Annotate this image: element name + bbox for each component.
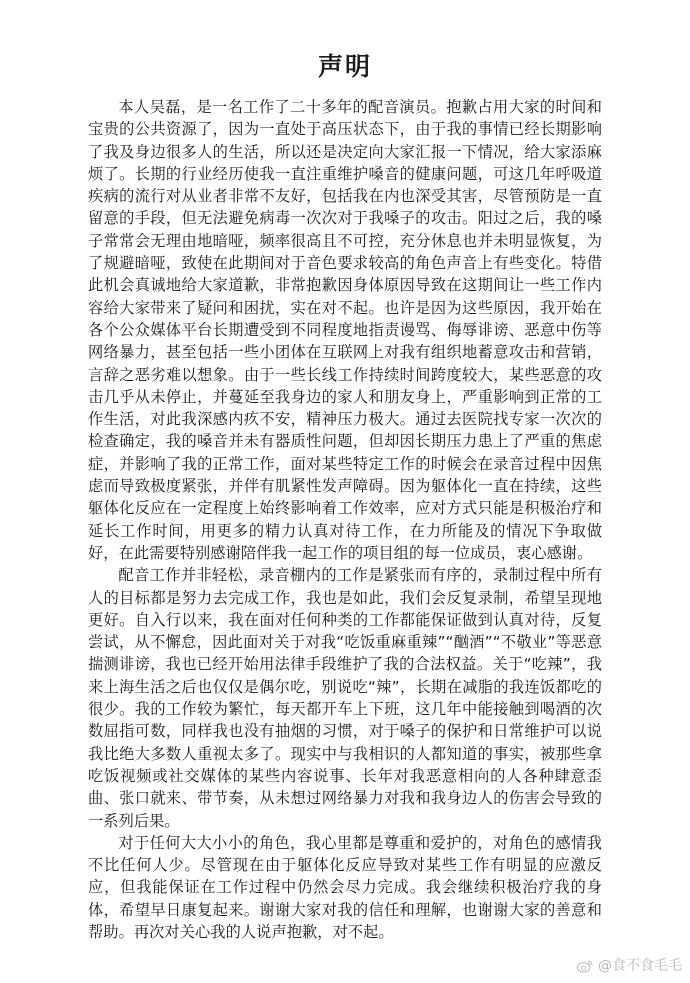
watermark bbox=[576, 957, 682, 975]
statement-body bbox=[88, 96, 602, 943]
paragraph-3: 对于任何大大小小的角色，我心里都是尊重和爱护的，对角色的感情我不比任何人少。尽管现在由于躯体化反应导致对某些工作有明显的应激反应，但我能保证在工作过程中仍然会尽力完成。我会继续积极治疗我的身体，希望早日康复起来。谢谢大家对我的信任和理解，也谢谢大家的善意和帮助。再次对关心我的人说声抱歉，对不起。 bbox=[88, 833, 602, 941]
page-title: 声明 bbox=[317, 52, 372, 81]
weibo-icon bbox=[576, 959, 594, 973]
watermark-text: @食不食毛毛 bbox=[598, 958, 682, 974]
paragraph-1: 本人吴磊，是一名工作了二十多年的配音演员。抱歉占用大家的时间和宝贵的公共资源了，因为一直处于高压状态下，由于我的事情已经长期影响了我及身边很多人的生活，所以还是决定向大家汇报一下情况，给大家添麻烦了。长期的行业经历使我一直注重维护嗓音的健康问题，可这几年呼吸道疾病的流行对从业者非常不友好，包括我在内也深受其害，尽管预防是一直留意的手段，但无法避免病毒一次次对于我嗓子的攻击。阳过之后，我的嗓子常常会无理由地暗哑，频率很高且不可控，充分休息也并未明显恢复，为了规避暗哑，致使在此期间对于音色要求较高的角色声音上有些变化。特借此机会真诚地给大家道歉，非常抱歉因身体原因导致在这期间让一些工作内容给大家带来了疑问和困扰，实在对不起。也许是因为这些原因，我开始在各个公众媒体平台长期遭受到不同程度地指责谩骂、侮辱诽谤、恶意中伤等网络暴力，甚至包括一些小团体在互联网上对我有组织地蓄意攻击和营销，言辞之恶劣难以想象。由于一些长线工作持续时间跨度较大，某些恶意的攻击几乎从未停止，并蔓延至我身边的家人和朋友身上，严重影响到正常的工作生活，对此我深感内疚不安，精神压力极大。通过去医院找专家一次次的检查确定，我的嗓音并未有器质性问题，但却因长期压力患上了严重的焦虑症，并影响了我的正常工作，面对某些特定工作的时候会在录音过程中因焦虑而导致极度紧张，并伴有肌紧性发声障碍。因为躯体化一直在持续，这些躯体化反应在一定程度上始终影响着工作效率，应对方式只能是积极治疗和延长工作时间，用更多的精力认真对待工作，在力所能及的情况下争取做好，在此需要特别感谢陪伴我一起工作的项目组的每一位成员，衷心感谢。 bbox=[88, 98, 602, 562]
paragraph-2: 配音工作并非轻松，录音棚内的工作是紧张而有序的，录制过程中所有人的目标都是努力去完成工作，我也是如此，我们会反复录制，希望呈现地更好。自入行以来，我在面对任何种类的工作都能保证做到认真对待，反复尝试，从不懈怠，因此面对关于对我“吃饭重麻重辣”“酗酒”“不敬业”等恶意揣测诽谤，我也已经开始用法律手段维护了我的合法权益。关于“吃辣”，我来上海生活之后也仅仅是偶尔吃，别说吃“辣”，长期在减脂的我连饭都吃的很少。我的工作较为繁忙，每天都开车上下班，这几年中能接触到喝酒的次数屈指可数，同样我也没有抽烟的习惯，对于嗓子的保护和日常维护可以说我比绝大多数人重视太多了。现实中与我相识的人都知道的事实，被那些拿吃饭视频或社交媒体的某些内容说事、长年对我恶意相向的人各种肆意歪曲、张口就来、带节奏，从未想过网络暴力对我和我身边人的伤害会导致的一系列后果。 bbox=[88, 566, 602, 830]
